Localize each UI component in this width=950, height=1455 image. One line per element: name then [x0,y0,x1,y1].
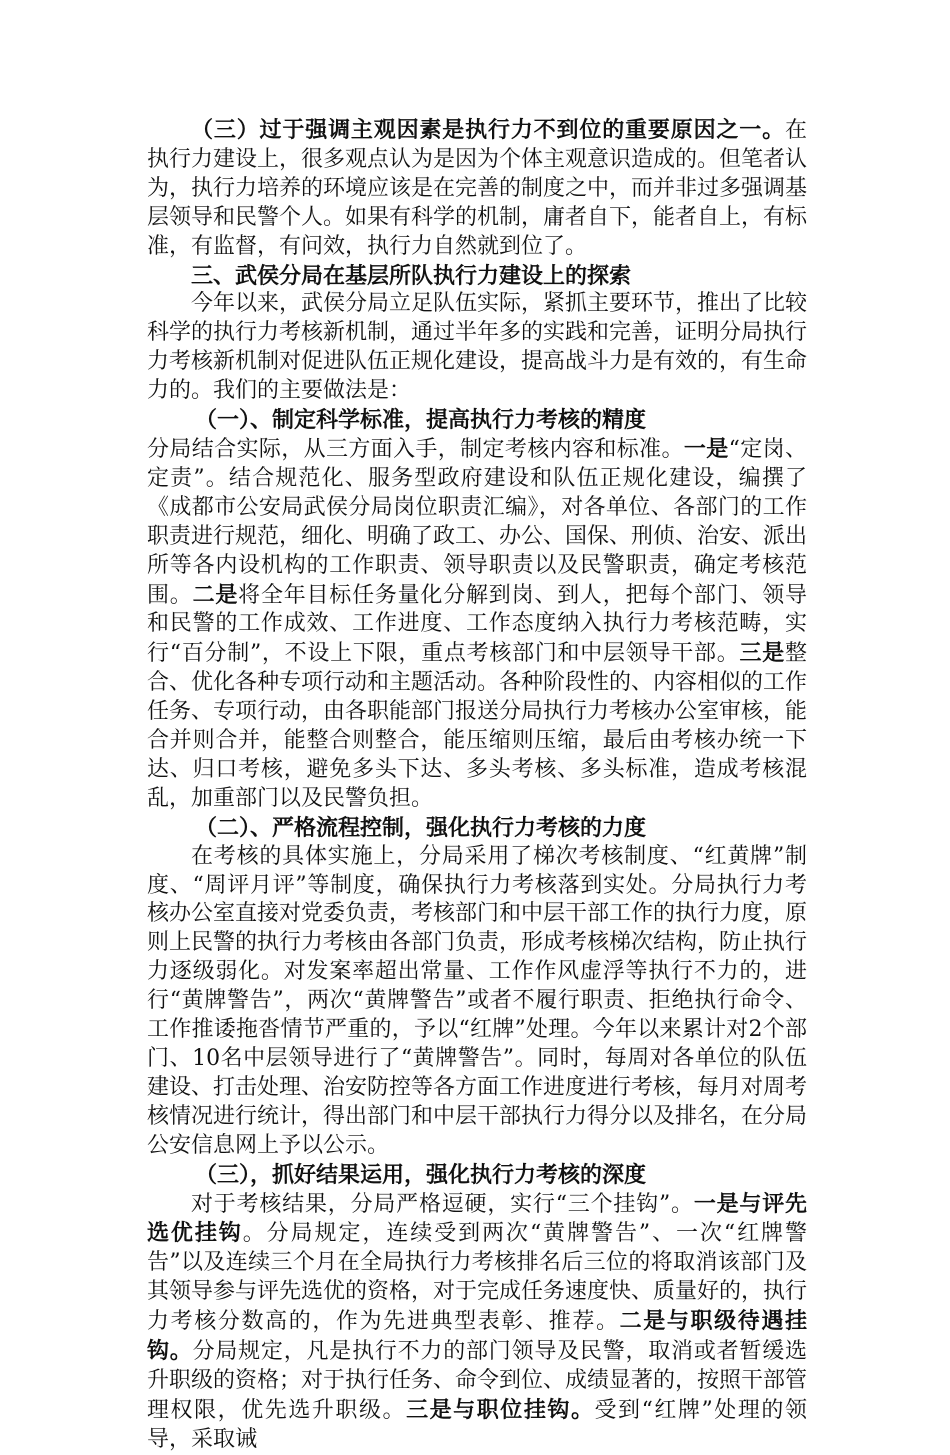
text-run: 整合、优化各种专项行动和主题活动。各种阶段性的、内容相似的工作任务、专项行动，由各职能部门报送分局执行力考核办公室审核，能合并则合并，能整合则整合，能压缩则压缩，最后由考核办统一下达、归口考核，避免多头下达、多头考核、多头标准，造成考核混乱，加重部门以及民警负担。 [147,641,808,811]
emphasis-run: 一是与评先选优挂钩 [147,1190,807,1247]
subheading-three: （三），抓好结果运用，强化执行力考核的深度 [195,1161,647,1188]
emphasis-run: 一是 [683,435,729,462]
text-run: 将全年目标任务量化分解到岗、到人，把每个部门、领导和民警的工作成效、工作进度、工作态度纳入执行力考核范畴，实行“百分制”，不设上下限，重点考核部门和中层领导干部。 [147,582,807,667]
paragraph-intro: 今年以来，武侯分局立足队伍实际，紧抓主要环节，推出了比较科学的执行力考核新机制，通过半年多的实践和完善，证明分局执行力考核新机制对促进队伍正规化建设，提高战斗力是有效的，有生命力的。我们的主要做法是： [147,291,808,404]
text-run: 分局结合实际，从三方面入手，制定考核内容和标准。 [147,436,684,462]
subheading-two: （二）、严格流程控制，强化执行力考核的力度 [195,814,647,841]
emphasis-run: 三是与职位挂钩。 [406,1396,595,1423]
emphasis-run: 三是 [739,640,785,667]
section-heading-three: 三、武侯分局在基层所队执行力建设上的探索 [191,262,632,289]
text-run: 分局规定，凡是执行不力的部门领导及民警，取消或者暂缓选升职级的资格；对于执行任务、命令到位、成绩显著的，按照干部管理权限，优先选升职级。 [147,1339,808,1423]
emphasis-run: 二是与职级待遇挂钩。 [147,1308,807,1365]
paragraph-process: 在考核的具体实施上，分局采用了梯次考核制度、“红黄牌”制度、“周评月评”等制度，确保执行力考核落到实处。分局执行力考核办公室直接对党委负责，考核部门和中层干部工作的执行力度，原则上民警的执行力考核由各部门负责，形成考核梯次结构，防止执行力逐级弱化。对发案率超出常量、工作作风虚浮等执行不力的，进行“黄牌警告”，两次“黄牌警告”或者不履行职责、拒绝执行命令、工作推诿拖沓情节严重的，予以“红牌”处理。今年以来累计对2个部门、10名中层领导进行了“黄牌警告”。同时，每周对各单位的队伍建设、打击处理、治安防控等各方面工作进度进行考核，每月对周考核情况进行统计，得出部门和中层干部执行力得分以及排名，在分局公安信息网上予以公示。 [147,843,808,1158]
paragraph-standards [147,435,807,814]
text-run: 受到“红牌”处理的领导，采取诫 [147,1397,807,1452]
paragraph-results [147,1190,807,1455]
paragraph-lead: （三）过于强调主观因素是执行力不到位的重要原因之一。 [191,117,785,143]
text-run: “定岗、定责”。结合规范化、服务型政府建设和队伍正规化建设，编撰了《成都市公安局武侯分局岗位职责汇编》，对各单位、各部门的工作职责进行规范，细化、明确了政工、办公、国保、刑侦、治安、派出所等各内设机构的工作职责、领导职责以及民警职责，确定考核范围。 [147,436,808,608]
paragraph-text: 在执行力建设上，很多观点认为是因为个体主观意识造成的。但笔者认为，执行力培养的环境应该是在完善的制度之中，而并非过多强调基层领导和民警个人。如果有科学的机制，庸者自下，能者自上，有标准，有监督，有问效，执行力自然就到位了。 [147,118,808,259]
text-run: 。分局规定，连续受到两次“黄牌警告”、一次“红牌警告”以及连续三个月在全局执行力考核排名后三位的将取消该部门及其领导参与评先选优的资格，对于完成任务速度快、质量好的，执行力考核分数高的，作为先进典型表彰、推荐。 [147,1221,808,1335]
text-run: 对于考核结果，分局严格逗硬，实行“三个挂钩”。 [191,1191,694,1217]
subheading-one: （一）、制定科学标准，提高执行力考核的精度 [195,407,647,434]
document-body [147,116,807,1455]
emphasis-run: 二是 [192,581,239,608]
paragraph-cause-three [147,116,807,262]
